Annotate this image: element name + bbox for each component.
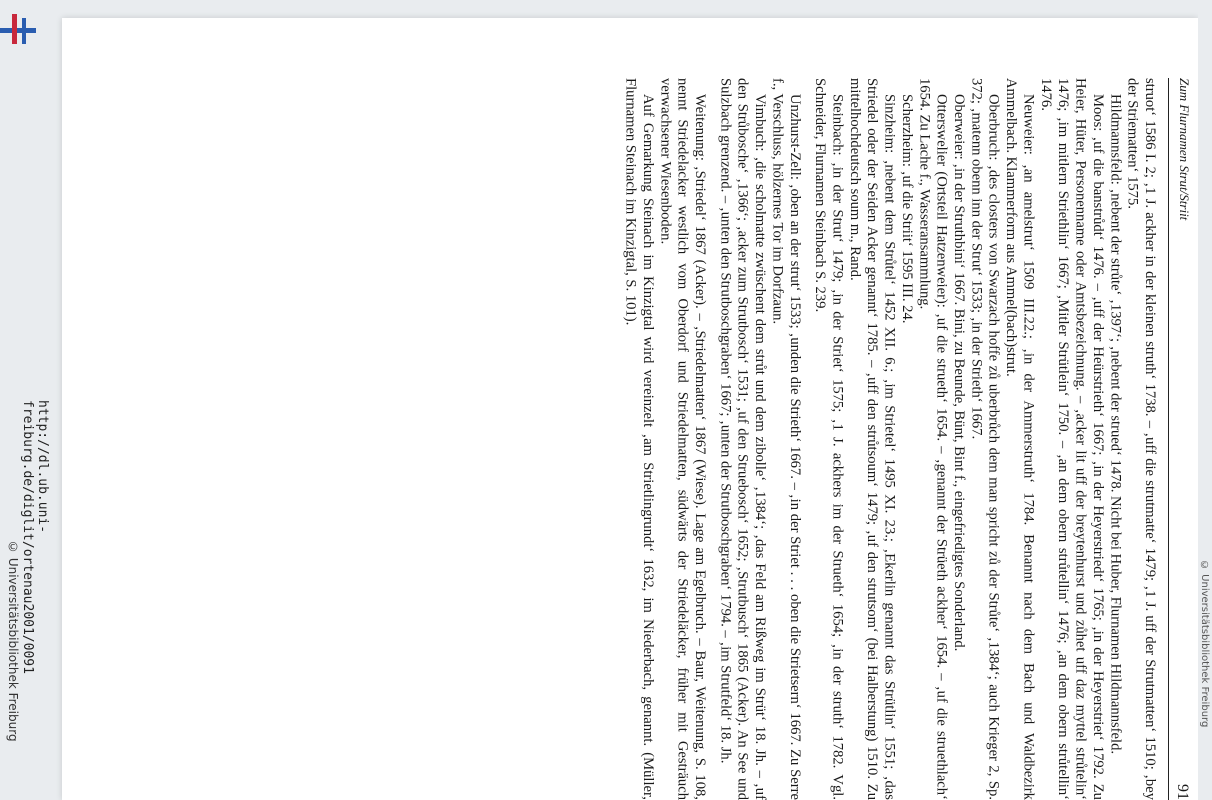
paragraph: Auf Gemarkung Steinach im Kinzigtal wird vereinzelt ‚am Strietlingrundt‘ 1632, im Niederbach, genannt. (Müller, Flurnamen Steinach im Kinzigtal, S. 101). <box>622 78 656 800</box>
paragraph: Steinbach: ‚in der Strut‘ 1479; ‚in der Striet‘ 1575; ‚1 J. ackhers im der Strueth‘ 1654; ‚in der struth‘ 1782. Vgl. Schneider, Flurnamen Steinbach S. 239. <box>812 78 846 800</box>
paragraph: Scherzheim: ‚uf die Striit‘ 1595 III. 24. <box>898 94 915 324</box>
paragraph: Sinzheim: ‚nebent dem Strůtel‘ 1452 XII. 6.; ‚im Strietel‘ 1495 XI. 23.; ‚Ekerlin genannt das Strütlin‘ 1551; ‚das Striedel oder der Seiden Acker genannt‘ 1785. – ‚uff den strůtsoum‘ 1479; ‚uf den strutsom‘ (bei Halberstung) 1510. Zu mittelhochdeutsch soum m., Rand. <box>846 78 898 800</box>
book-text <box>132 78 1192 800</box>
running-head <box>1168 78 1192 800</box>
paragraph: struot‘ 1586 I. 2; ‚1 J. ackher in der kleinen struth‘ 1738. – ‚uff die strutmatte‘ 1479; ‚1 J. uff der Strutmatten‘ 1510; ‚bey der Striematten‘ 1575. <box>1124 78 1158 800</box>
source-url[interactable]: http://dl.ub.uni-freiburg.de/diglit/ortenau2001/0091 <box>20 400 50 674</box>
paragraph: Oberweier: ‚in der Struthbini‘ 1667. Bini, zu Beunde, Bünt, Bint f., eingefriedigtes Sonderland. <box>951 94 968 652</box>
paragraph: Moos: ‚uf die banstrůdt‘ 1476. – ‚uff der Heürstrieth‘ 1667; ‚in der Heyerstriedt‘ 1765; ‚in der Heyerstriet‘ 1792. Zu Heier, Hüter, Personenname oder Amtsbezeichnung. – ‚acker lit uff der breytenhurst und zůhet uff daz myttel strůtelin‘ 1476; ‚im mitlern Striethlin‘ 1667; ‚Mitler Strütlein‘ 1750. – ‚an dem obern strůtellin‘ 1476; ‚an dem obern strůtellin‘ 1476. <box>1037 78 1106 800</box>
library-credit: © Universitätsbibliothek Freiburg <box>6 540 20 742</box>
paragraph: Otterswelier (Ortsteil Hatzenweier): ‚uf die strueth‘ 1654. – ‚genannt der Strüeth ackher‘ 1654. – ‚uf die struethlach‘ 1654. Zu Lache f., Wasseransammlung. <box>916 78 950 800</box>
corner-logo-icon <box>0 0 40 60</box>
paragraph: Neuweier: ‚an amelstrut‘ 1509 III.22.; ‚in der Ammerstruth‘ 1784. Benannt nach dem Bach und Waldbezirk Ammelbach. Klammerform aus Ammel(bach)strut. <box>1003 78 1037 800</box>
scanned-page <box>62 18 1198 800</box>
paragraph: Vimbuch: ‚die scholmatte zwüschent dem strůt und dem zibolle‘ ‚1384‘; ‚das Feld am Rißweg im Strüt‘ 18. Jh. – ‚uf den Strůbosche‘ ‚1366‘; ‚acker zum Strutbosch‘ 1531; ‚uf den Struebosch‘ 1652; ‚Strutbusch‘ 1865 (Acker). An See und Sulzbach grenzend. – ‚unten den Strutboschgraben‘ 1667; ‚unten der Strutboschgraben‘ 1794. – ‚im Strutfeld‘ 18. Jh. <box>717 78 769 800</box>
paragraph: Hildmannsfeld: ‚nebent der strůte‘ ‚1397‘; ‚nebent der strued‘ 1478. Nicht bei Huber, Flurnamen Hildmannsfeld. <box>1107 94 1124 755</box>
paragraph: Unzhurst-Zell: ‚oben an der strut‘ 1533; ‚unden die Strieth‘ 1667. – ‚in der Striet . . . oben die Strietsern‘ 1667. Zu Serre f., Verschluss, hölzernes Tor im Dorfzaun. <box>769 78 803 800</box>
page-number: 91 <box>1174 784 1191 800</box>
paragraph: Oberbruch: ‚des closters von Swarzach hoffe zů uberbrůch dem man spricht zů der Strůte‘ ‚1384‘; auch Krieger 2, Sp. 372; ‚matenn obenn inn der Strut‘ 1533; ‚in der Strieth‘ 1667. <box>968 78 1002 800</box>
right-edge-strip <box>1198 0 1212 800</box>
running-title: Zum Flurnamen Strut/Striit <box>1177 78 1192 221</box>
paragraph: Weitenung: ‚Striedel‘ 1867 (Acker). – ‚Striedelmatten‘ 1867 (Wiese). Lage am Egelbruch. – Baur, Weitenung, S. 108, nennt Striedelacker westlich vom Oberdorf und Striedelmatten, südwärts der Striedeläcker, früher mit Gesträuch verwachsener Wiesenboden. <box>657 78 708 800</box>
right-edge-credit: © Universitätsbibliothek Freiburg <box>1199 560 1210 728</box>
